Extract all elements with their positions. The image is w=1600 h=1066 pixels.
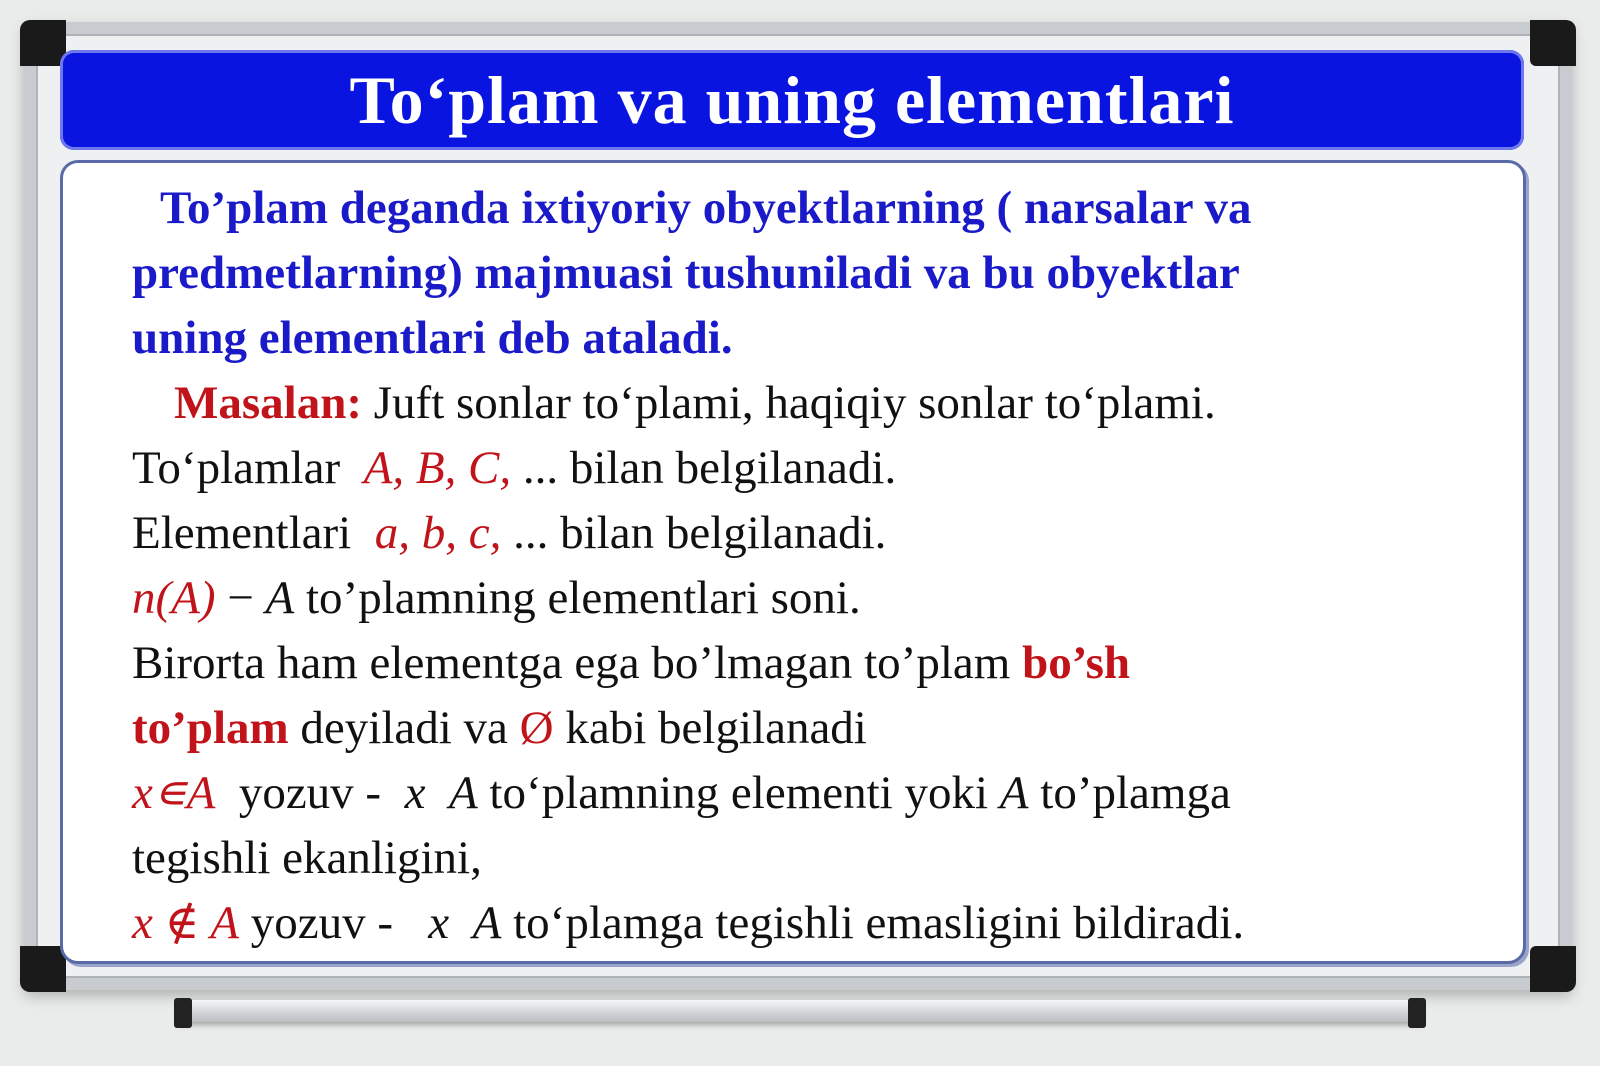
frame-corner [20, 946, 66, 992]
element-symbols: a, b, c, [374, 507, 502, 559]
empty-set-line-1: Birorta ham elementga ega bo’lmagan to’plam bo’sh [132, 637, 1131, 689]
cardinality-line: n(A) − A to’plamning elementlari soni. [132, 572, 861, 624]
definition-line-3: uning elementlari deb ataladi. [132, 312, 733, 364]
frame-corner [20, 20, 66, 66]
membership-formula: x∊A [132, 767, 216, 819]
empty-set-term: bo’sh [1022, 637, 1131, 689]
non-membership-formula: x ∉ A [132, 897, 240, 949]
title-banner [60, 50, 1524, 150]
non-membership-line: x ∉ A yozuv - x A to‘plamga tegishli emasligini bildiradi. [132, 897, 1245, 949]
frame-corner [1530, 20, 1576, 66]
sets-notation-line: To‘plamlar A, B, C, ... bilan belgilanadi. [132, 442, 897, 494]
example-line [132, 371, 1432, 436]
tray-end-cap [1408, 998, 1426, 1028]
example-text: Juft sonlar to‘plami, haqiqiy sonlar to‘plami. [362, 377, 1216, 429]
example-label: Masalan: [174, 377, 362, 429]
membership-line-2: tegishli ekanligini, [132, 832, 482, 884]
page-title: To‘plam va uning elementlari [349, 61, 1235, 138]
definition-line-1: To’plam deganda ixtiyoriy obyektlarning ( narsalar va [160, 182, 1252, 234]
empty-set-symbol: Ø [519, 702, 554, 754]
frame-corner [1530, 946, 1576, 992]
empty-set-line-2: to’plam deyiladi va Ø kabi belgilanadi [132, 702, 867, 754]
slide-content [132, 176, 1432, 956]
membership-line-1: x∊A yozuv - x A to‘plamning elementi yoki A to’plamga [132, 767, 1231, 819]
tray-end-cap [174, 998, 192, 1028]
set-symbols: A, B, C, [363, 442, 512, 494]
definition-line-2: predmetlarning) majmuasi tushuniladi va bu obyektlar [132, 247, 1240, 299]
marker-tray [178, 1000, 1422, 1022]
cardinality-formula: n(A) [132, 572, 216, 624]
elements-notation-line: Elementlari a, b, c, ... bilan belgilanadi. [132, 507, 887, 559]
